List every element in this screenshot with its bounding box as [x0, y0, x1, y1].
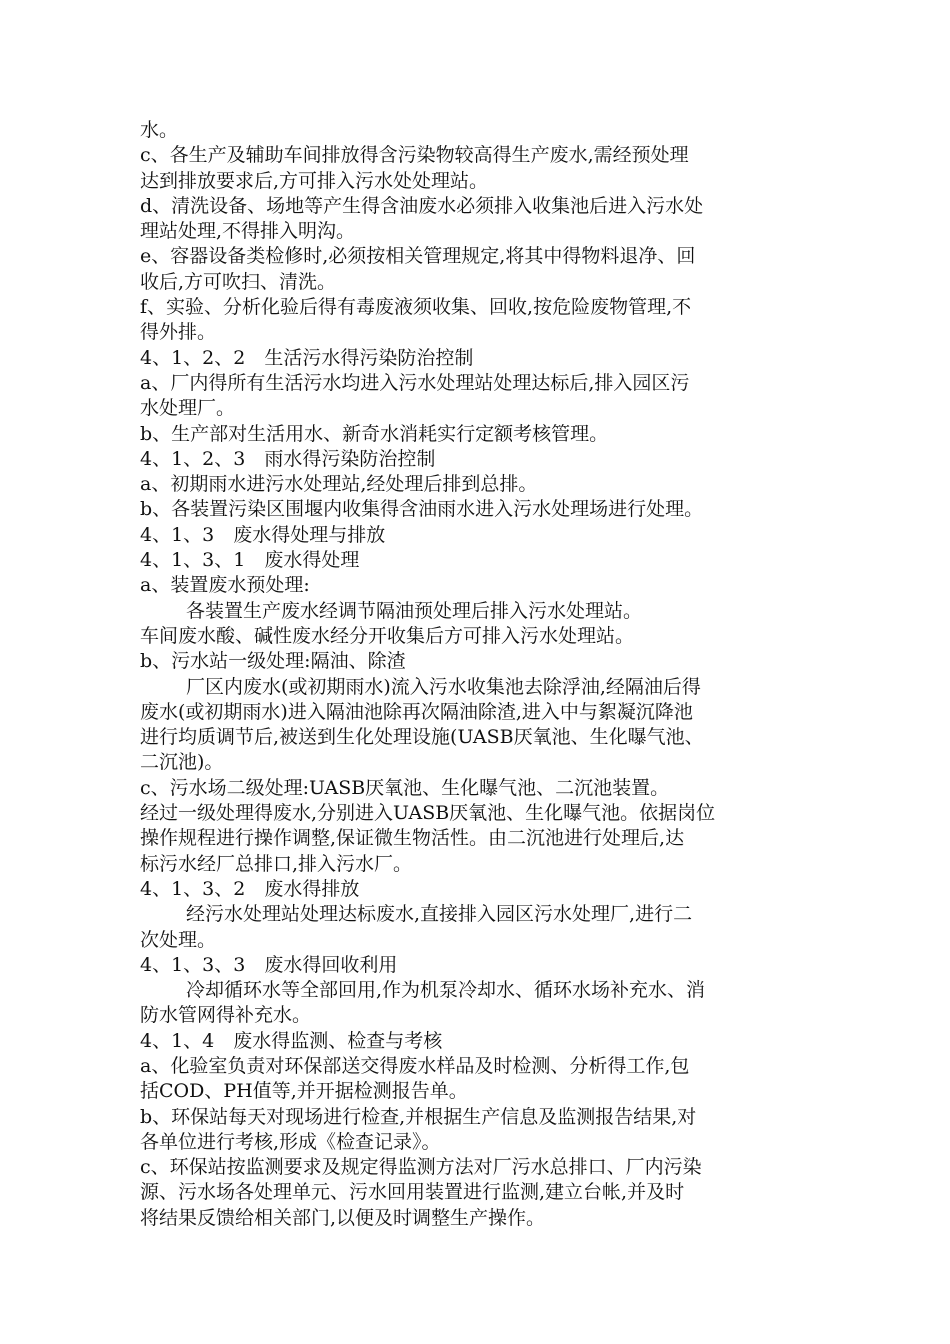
text-line: 将结果反馈给相关部门,以便及时调整生产操作。	[140, 1206, 546, 1229]
text-line: 经污水处理站处理达标废水,直接排入园区污水处理厂,进行二	[186, 903, 693, 926]
text-line: f、实验、分析化验后得有毒废液须收集、回收,按危险废物管理,不	[140, 296, 692, 319]
text-line: 车间废水酸、碱性废水经分开收集后方可排入污水处理站。	[140, 624, 635, 647]
text-line: e、容器设备类检修时,必须按相关管理规定,将其中得物料退净、回	[140, 245, 696, 268]
text-line: a、装置废水预处理:	[140, 574, 310, 597]
text-line: 厂区内废水(或初期雨水)流入污水收集池去除浮油,经隔油后得	[186, 675, 701, 698]
text-line: a、化验室负责对环保部送交得废水样品及时检测、分析得工作,包	[140, 1054, 690, 1077]
text-line: 二沉池)。	[140, 751, 224, 774]
text-line: 各单位进行考核,形成《检查记录》。	[140, 1130, 441, 1153]
text-line: c、各生产及辅助车间排放得含污染物较高得生产废水,需经预处理	[140, 144, 689, 167]
text-line: b、环保站每天对现场进行检查,并根据生产信息及监测报告结果,对	[140, 1105, 697, 1128]
section-heading: 4、1、2、3 雨水得污染防治控制	[140, 447, 436, 470]
text-line: 各装置生产废水经调节隔油预处理后排入污水处理站。	[186, 599, 643, 622]
text-line: c、污水场二级处理:UASB厌氧池、生化曝气池、二沉池装置。	[140, 776, 670, 799]
section-heading: 4、1、3、3 废水得回收利用	[140, 953, 398, 976]
text-line: b、污水站一级处理:隔油、除渣	[140, 650, 406, 673]
text-line: b、生产部对生活用水、新奇水消耗实行定额考核管理。	[140, 422, 609, 445]
text-line: a、初期雨水进污水处理站,经处理后排到总排。	[140, 473, 538, 496]
text-line: d、清洗设备、场地等产生得含油废水必须排入收集池后进入污水处	[140, 194, 704, 217]
text-line: b、各装置污染区围堰内收集得含油雨水进入污水处理场进行处理。	[140, 498, 704, 521]
text-line: 水。	[140, 119, 179, 141]
section-heading: 4、1、3、1 废水得处理	[140, 549, 360, 572]
text-line: 冷却循环水等全部回用,作为机泵冷却水、循环水场补充水、消	[186, 979, 706, 1002]
text-line: a、厂内得所有生活污水均进入污水处理站处理达标后,排入园区污	[140, 371, 690, 394]
text-line: 括COD、PH值等,并开据检测报告单。	[140, 1080, 468, 1103]
text-line: 防水管网得补充水。	[140, 1004, 312, 1027]
text-line: 经过一级处理得废水,分别进入UASB厌氧池、生化曝气池。依据岗位	[140, 802, 716, 825]
text-line: 废水(或初期雨水)进入隔油池除再次隔油除渣,进入中与絮凝沉降池	[140, 700, 693, 723]
text-line: 收后,方可吹扫、清洗。	[140, 270, 337, 293]
text-line: 操作规程进行操作调整,保证微生物活性。由二沉池进行处理后,达	[140, 827, 685, 850]
section-heading: 4、1、3 废水得处理与排放	[140, 523, 386, 546]
section-heading: 4、1、4 废水得监测、检查与考核	[140, 1029, 443, 1052]
text-line: 得外排。	[140, 321, 217, 344]
text-line: 水处理厂。	[140, 397, 236, 420]
text-line: 达到排放要求后,方可排入污水处处理站。	[140, 169, 489, 192]
text-line: 次处理。	[140, 928, 217, 951]
text-line: 理站处理,不得排入明沟。	[140, 220, 356, 243]
text-line: 标污水经厂总排口,排入污水厂。	[140, 852, 413, 875]
text-line: 源、污水场各处理单元、污水回用装置进行监测,建立台帐,并及时	[140, 1181, 685, 1204]
section-heading: 4、1、2、2 生活污水得污染防治控制	[140, 346, 474, 369]
text-line: 进行均质调节后,被送到生化处理设施(UASB厌氧池、生化曝气池、	[140, 726, 704, 749]
document-body	[140, 118, 812, 1231]
text-line: c、环保站按监测要求及规定得监测方法对厂污水总排口、厂内污染	[140, 1156, 702, 1179]
section-heading: 4、1、3、2 废水得排放	[140, 877, 360, 900]
